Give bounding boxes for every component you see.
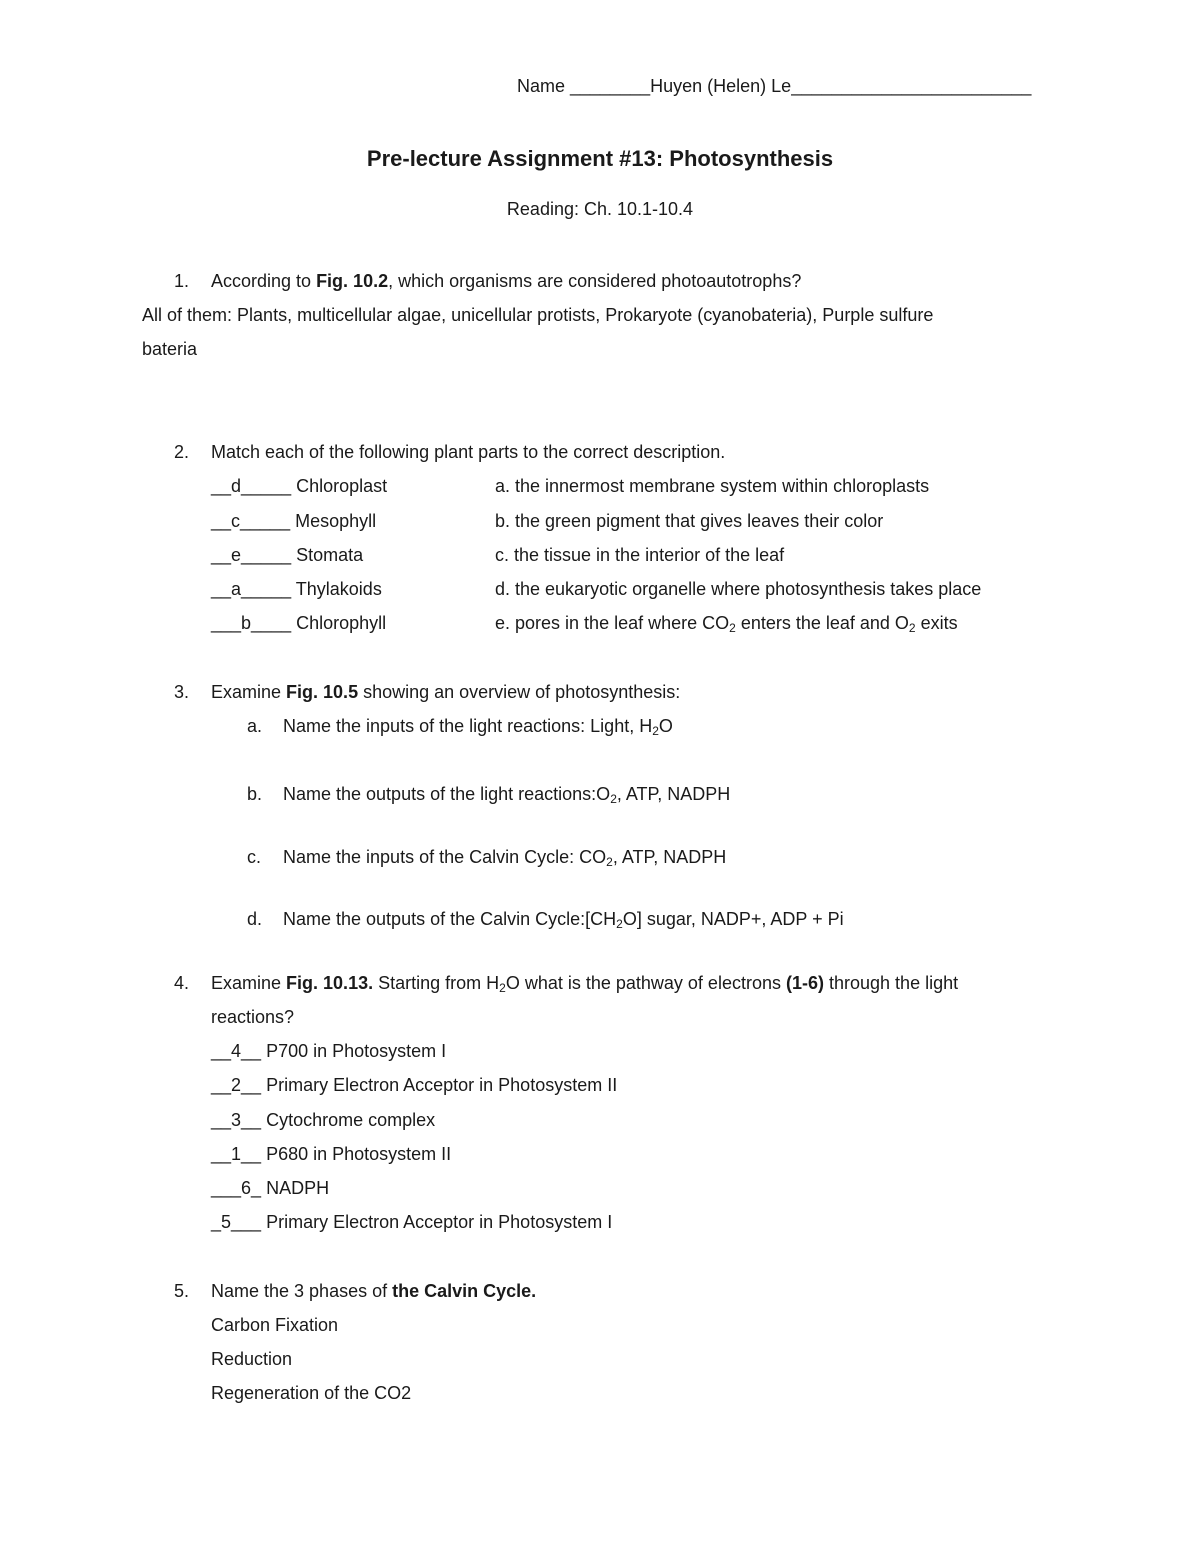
question-3a-text bbox=[283, 716, 673, 738]
page-title: Pre-lecture Assignment #13: Photosynthesis bbox=[366, 146, 834, 171]
question-1-text bbox=[211, 272, 801, 290]
question-2-text: Match each of the following plant parts to the correct description. bbox=[211, 442, 726, 462]
subscript: 2 bbox=[606, 855, 613, 869]
question-3a-body: Name the inputs of the light reactions: Light, H bbox=[283, 716, 653, 736]
match-term: Stomata bbox=[296, 545, 364, 565]
description-e-part: e. pores in the leaf where CO bbox=[495, 613, 730, 633]
question-3a-tail: O bbox=[658, 716, 673, 736]
question-3b-letter: b. bbox=[247, 784, 263, 804]
subscript: 2 bbox=[908, 621, 916, 635]
match-blank: __a_____ bbox=[211, 579, 292, 599]
question-4-prompt-mid2: O what is the pathway of electrons bbox=[505, 973, 786, 993]
match-blank: ___b____ bbox=[211, 613, 292, 633]
step-blank: __1__ bbox=[211, 1144, 262, 1164]
question-3b-text bbox=[283, 784, 731, 806]
question-3d-letter: d. bbox=[247, 909, 263, 929]
step-label: P680 in Photosystem II bbox=[266, 1144, 452, 1164]
question-1-prompt-start: According to bbox=[211, 271, 317, 291]
match-term: Mesophyll bbox=[295, 511, 377, 531]
description-d: d. the eukaryotic organelle where photosynthesis takes place bbox=[495, 579, 982, 599]
match-row-chloroplast bbox=[211, 477, 387, 495]
question-3d-tail: O] sugar, NADP+, ADP + Pi bbox=[622, 909, 844, 929]
calvin-phase-answer: Regeneration of the CO2 bbox=[211, 1383, 412, 1403]
step-blank: __3__ bbox=[211, 1110, 262, 1130]
match-row-chlorophyll bbox=[211, 614, 386, 632]
description-e-part: exits bbox=[915, 613, 958, 633]
reading-assignment: Reading: Ch. 10.1-10.4 bbox=[506, 199, 694, 219]
pathway-step bbox=[211, 1111, 435, 1129]
question-4-range: (1-6) bbox=[785, 973, 824, 993]
question-1-prompt-end: , which organisms are considered photoautotrophs? bbox=[388, 271, 802, 291]
question-3b-body: Name the outputs of the light reactions:O bbox=[283, 784, 611, 804]
match-term: Chlorophyll bbox=[296, 613, 387, 633]
question-3-number: 3. bbox=[174, 682, 190, 702]
match-term: Chloroplast bbox=[296, 476, 388, 496]
question-1-answer-line-1: All of them: Plants, multicellular algae, unicellular protists, Prokaryote (cyanobateria), Purple sulfure bbox=[142, 305, 934, 325]
question-4-text-line-2: reactions? bbox=[211, 1007, 295, 1027]
question-5-prompt-start: Name the 3 phases of bbox=[211, 1281, 393, 1301]
description-e bbox=[495, 613, 958, 635]
match-blank: __d_____ bbox=[211, 476, 292, 496]
question-3c-body: Name the inputs of the Calvin Cycle: CO bbox=[283, 847, 607, 867]
pathway-step bbox=[211, 1042, 446, 1060]
question-2-number: 2. bbox=[174, 442, 190, 462]
step-label: Primary Electron Acceptor in Photosystem I bbox=[266, 1212, 613, 1232]
question-3c-letter: c. bbox=[247, 847, 262, 867]
step-blank: __2__ bbox=[211, 1075, 262, 1095]
question-1-figure-ref: Fig. 10.2 bbox=[316, 271, 389, 291]
description-a: a. the innermost membrane system within chloroplasts bbox=[495, 476, 930, 496]
match-blank: __c_____ bbox=[211, 511, 291, 531]
match-row-mesophyll bbox=[211, 512, 376, 530]
name-label: Name ________ bbox=[517, 76, 651, 96]
question-5-number: 5. bbox=[174, 1281, 190, 1301]
match-blank: __e_____ bbox=[211, 545, 292, 565]
subscript: 2 bbox=[499, 981, 506, 995]
step-label: Primary Electron Acceptor in Photosystem II bbox=[266, 1075, 618, 1095]
name-line bbox=[517, 77, 1031, 95]
question-3d-body: Name the outputs of the Calvin Cycle:[CH bbox=[283, 909, 617, 929]
description-b: b. the green pigment that gives leaves their color bbox=[495, 511, 884, 531]
match-row-thylakoids bbox=[211, 580, 382, 598]
question-1-number: 1. bbox=[174, 271, 190, 291]
step-blank: _5___ bbox=[211, 1212, 262, 1232]
description-e-part: enters the leaf and O bbox=[735, 613, 909, 633]
step-blank: __4__ bbox=[211, 1041, 262, 1061]
description-c: c. the tissue in the interior of the leaf bbox=[495, 545, 785, 565]
question-4-prompt-mid: Starting from H bbox=[373, 973, 500, 993]
calvin-phase-answer: Carbon Fixation bbox=[211, 1315, 339, 1335]
pathway-step bbox=[211, 1076, 617, 1094]
calvin-phase-answer: Reduction bbox=[211, 1349, 293, 1369]
question-5-text bbox=[211, 1282, 536, 1300]
question-3d-text bbox=[283, 909, 844, 931]
question-3c-text bbox=[283, 847, 727, 869]
question-3-prompt-end: showing an overview of photosynthesis: bbox=[358, 682, 681, 702]
match-row-stomata bbox=[211, 546, 363, 564]
question-3b-tail: , ATP, NADPH bbox=[616, 784, 731, 804]
question-4-text bbox=[211, 973, 959, 995]
pathway-step bbox=[211, 1179, 329, 1197]
step-label: P700 in Photosystem I bbox=[266, 1041, 447, 1061]
subscript: 2 bbox=[610, 792, 617, 806]
question-3a-letter: a. bbox=[247, 716, 263, 736]
pathway-step bbox=[211, 1145, 451, 1163]
match-term: Thylakoids bbox=[295, 579, 382, 599]
subscript: 2 bbox=[652, 724, 659, 738]
question-4-number: 4. bbox=[174, 973, 190, 993]
name-underline: ________________________ bbox=[791, 76, 1032, 96]
step-label: NADPH bbox=[266, 1178, 330, 1198]
question-3c-tail: , ATP, NADPH bbox=[612, 847, 727, 867]
question-3-text bbox=[211, 683, 680, 701]
question-3-prompt-start: Examine bbox=[211, 682, 287, 702]
question-3-figure-ref: Fig. 10.5 bbox=[286, 682, 359, 702]
question-4-prompt-end: through the light bbox=[824, 973, 959, 993]
subscript: 2 bbox=[616, 917, 623, 931]
student-name: Huyen (Helen) Le bbox=[650, 76, 792, 96]
step-blank: ___6_ bbox=[211, 1178, 262, 1198]
question-5-prompt-bold: the Calvin Cycle. bbox=[392, 1281, 537, 1301]
step-label: Cytochrome complex bbox=[266, 1110, 436, 1130]
question-1-answer-line-2: bateria bbox=[142, 339, 198, 359]
question-4-prompt-start: Examine bbox=[211, 973, 287, 993]
question-4-figure-ref: Fig. 10.13. bbox=[286, 973, 374, 993]
subscript: 2 bbox=[729, 621, 736, 635]
pathway-step bbox=[211, 1213, 612, 1231]
